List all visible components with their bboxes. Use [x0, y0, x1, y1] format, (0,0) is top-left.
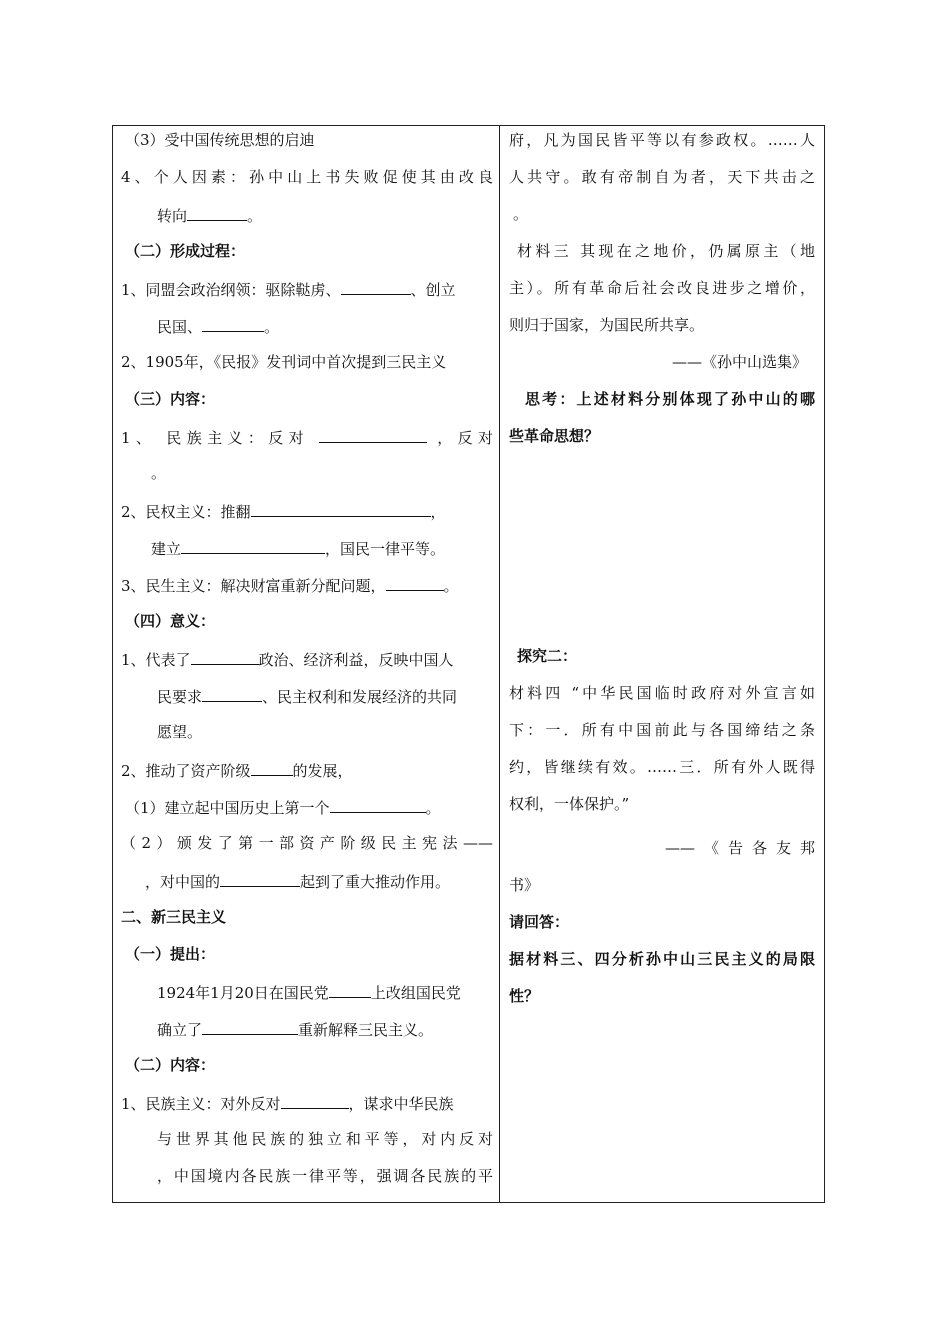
text-line: 府，凡为国民皆平等以有参政权。……人 [509, 131, 815, 149]
text-line: 1924年1月20日在国民党 上改组国民党 [157, 981, 461, 1003]
text-line: 约，皆继续有效。……三．所有外人既得 [509, 758, 815, 776]
question-text: 性？ [509, 987, 540, 1005]
text-line: 则归于国家，为国民所共享。 [509, 316, 705, 334]
section-heading: （二）形成过程： [125, 242, 246, 260]
text-line: （2）颁发了第一部资产阶级民主宪法—— [121, 834, 493, 852]
text-line: 建立 ，国民一律平等。 [151, 537, 445, 559]
fill-blank [341, 278, 411, 295]
fill-blank [330, 796, 426, 813]
text-line: 材料四 “中华民国临时政府对外宣言如 [509, 684, 815, 702]
section-heading: （一）提出： [125, 945, 216, 963]
question-text: 思考：上述材料分别体现了孙中山的哪 [525, 390, 815, 408]
fill-blank [202, 685, 262, 702]
text-line: ，对中国的 起到了重大推动作用。 [145, 870, 450, 892]
text-line: 。 [151, 464, 167, 482]
section-heading: 请回答： [509, 913, 570, 931]
text-line: 。 [513, 205, 529, 223]
text-line: 1、同盟会政治纲领：驱除鞑虏、 、创立 [121, 278, 456, 300]
text-line: 2、推动了资产阶级 的发展， [121, 759, 353, 781]
text-line: 民国、 。 [157, 315, 279, 337]
source-citation: ——《告各友邦 [665, 839, 815, 857]
text-line: 主）。所有革命后社会改良进步之增价， [509, 279, 815, 297]
fill-blank [181, 537, 325, 554]
text-line: 下：一．所有中国前此与各国缔结之条 [509, 721, 815, 739]
text-line: 权利，一体保护。” [509, 795, 630, 813]
text-line: 1、代表了 政治、经济利益，反映中国人 [121, 648, 454, 670]
section-heading: （二）内容： [125, 1056, 216, 1074]
fill-blank [319, 426, 427, 443]
section-heading: 二、新三民主义 [121, 908, 227, 926]
text-line: 材料三 其现在之地价，仍属原主（地 [517, 242, 815, 260]
source-citation: ——《孙中山选集》 [671, 353, 807, 371]
fill-blank [187, 204, 247, 221]
text-line: 与世界其他民族的独立和平等，对内反对 [157, 1130, 493, 1148]
text-line: 转向 。 [157, 204, 262, 226]
text-line: 确立了 重新解释三民主义。 [157, 1018, 433, 1040]
column-divider [499, 126, 500, 1202]
text-line: 愿望。 [157, 723, 203, 741]
text-line: 2、民权主义：推翻 ， [121, 500, 446, 522]
text-line: 2、1905年，《民报》发刊词中首次提到三民主义 [121, 353, 447, 371]
fill-blank [220, 870, 300, 887]
text-line: 3、民生主义：解决财富重新分配问题， 。 [121, 574, 459, 596]
source-citation: 书》 [509, 876, 540, 894]
fill-blank [251, 500, 431, 517]
fill-blank [281, 1092, 349, 1109]
section-heading: （三）内容： [125, 390, 216, 408]
fill-blank [251, 759, 293, 776]
fill-blank [202, 1018, 298, 1035]
text-line: 1、民族主义：对外反对 ，谋求中华民族 [121, 1092, 454, 1114]
fill-blank [202, 315, 264, 332]
section-heading: （四）意义： [125, 612, 216, 630]
text-line: 民要求 、民主权利和发展经济的共同 [157, 685, 457, 707]
text-line: 4、个人因素：孙中山上书失败促使其由改良 [121, 168, 493, 186]
text-line: 人共守。敢有帝制自为者，天下共击之 [509, 168, 815, 186]
worksheet-table [112, 125, 825, 1203]
question-text: 些革命思想？ [509, 427, 600, 445]
question-text: 据材料三、四分析孙中山三民主义的局限 [509, 950, 815, 968]
fill-blank [191, 648, 259, 665]
text-line: （1）建立起中国历史上第一个 。 [125, 796, 441, 818]
section-heading: 探究二： [517, 647, 578, 665]
text-line: 1、 民族主义：反对 ，反对 [121, 426, 493, 448]
fill-blank [329, 981, 371, 998]
fill-blank [386, 574, 444, 591]
text-line: ，中国境内各民族一律平等，强调各民族的平 [157, 1167, 493, 1185]
text-line: （3）受中国传统思想的启迪 [125, 131, 315, 149]
